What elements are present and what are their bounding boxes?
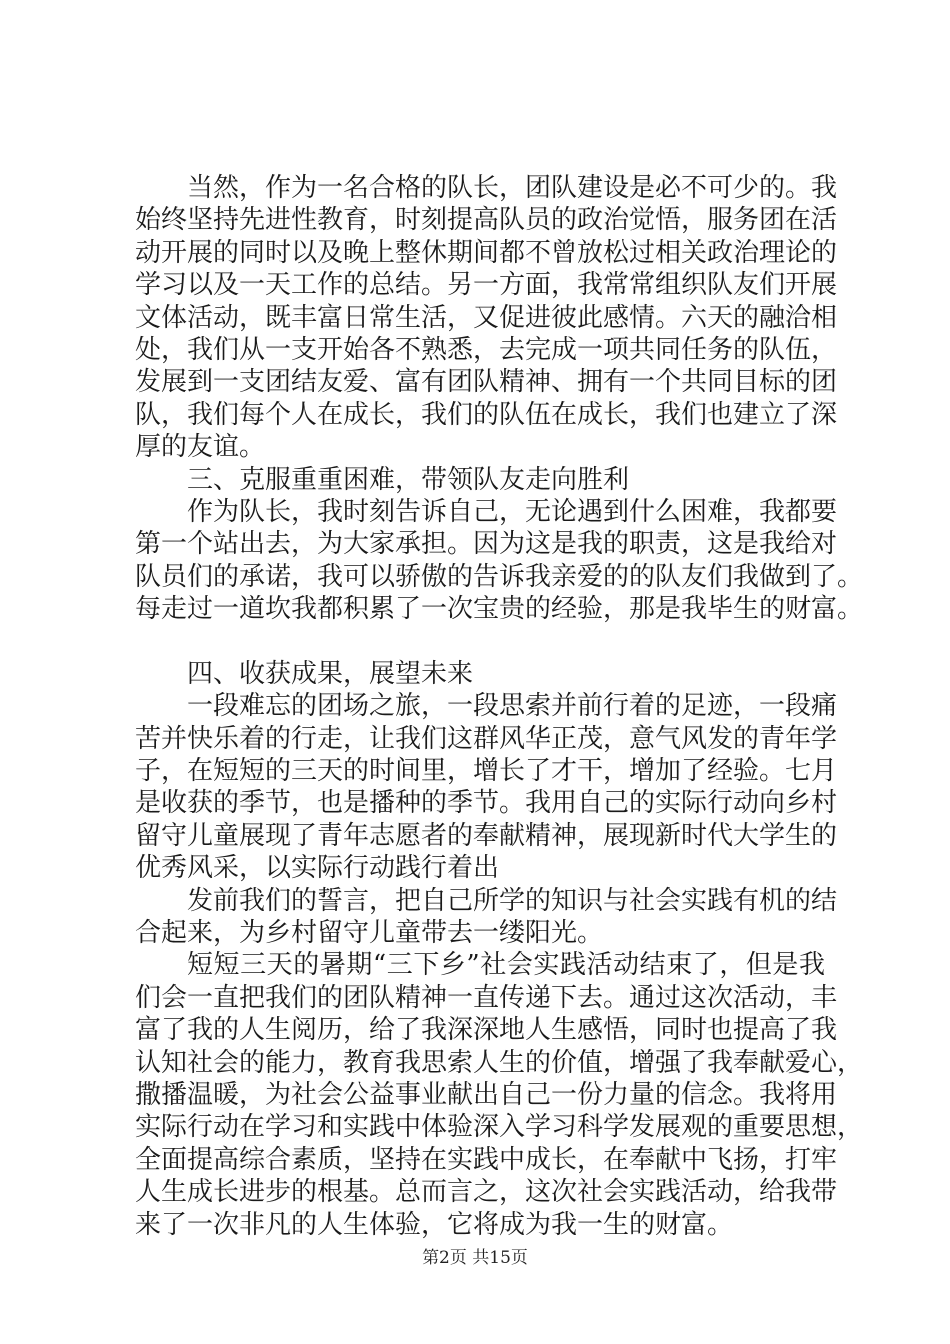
- paragraph-line: 厚的友谊。: [135, 432, 266, 463]
- section-heading: 四、收获成果，展望未来: [187, 658, 474, 689]
- paragraph-line: 队，我们每个人在成长，我们的队伍在成长，我们也建立了深: [135, 399, 838, 430]
- paragraph-line: 作为队长，我时刻告诉自己，无论遇到什么困难，我都要: [187, 496, 838, 527]
- paragraph-line: 短短三天的暑期“三下乡”社会实践活动结束了，但是我: [187, 950, 825, 981]
- page-number-footer: 第2页 共15页: [422, 1248, 528, 1268]
- paragraph-line: 处，我们从一支开始各不熟悉，去完成一项共同任务的队伍，: [135, 334, 838, 365]
- paragraph-line: 学习以及一天工作的总结。另一方面，我常常组织队友们开展: [135, 270, 838, 301]
- paragraph-line: 始终坚持先进性教育，时刻提高队员的政治觉悟，服务团在活: [135, 205, 838, 236]
- paragraph-line: 发展到一支团结友爱、富有团队精神、拥有一个共同目标的团: [135, 367, 838, 398]
- document-body: [135, 172, 864, 1241]
- paragraph-line: 队员们的承诺，我可以骄傲的告诉我亲爱的的队友们我做到了。: [135, 561, 864, 592]
- paragraph-line: 合起来，为乡村留守儿童带去一缕阳光。: [135, 917, 604, 948]
- paragraph-line: 当然，作为一名合格的队长，团队建设是必不可少的。我: [187, 173, 838, 203]
- paragraph-line: 们会一直把我们的团队精神一直传递下去。通过这次活动，丰: [135, 982, 838, 1013]
- paragraph-line: 留守儿童展现了青年志愿者的奉献精神，展现新时代大学生的: [135, 820, 838, 851]
- paragraph-line: 优秀风采，以实际行动践行着出: [135, 853, 500, 884]
- paragraph-line: 人生成长进步的根基。总而言之，这次社会实践活动，给我带: [135, 1177, 838, 1208]
- paragraph-line: 来了一次非凡的人生体验，它将成为我一生的财富。: [135, 1209, 734, 1240]
- paragraph-line: 子，在短短的三天的时间里，增长了才干，增加了经验。七月: [135, 756, 838, 787]
- paragraph-line: 每走过一道坎我都积累了一次宝贵的经验，那是我毕生的财富。: [135, 594, 864, 625]
- paragraph-line: 一段难忘的团场之旅，一段思索并前行着的足迹，一段痛: [187, 691, 838, 722]
- paragraph-line: 是收获的季节，也是播种的季节。我用自己的实际行动向乡村: [135, 788, 838, 819]
- paragraph-gap: [135, 625, 825, 657]
- paragraph-line: 第一个站出去，为大家承担。因为这是我的职责，这是我给对: [135, 529, 838, 560]
- paragraph-line: 富了我的人生阅历，给了我深深地人生感悟，同时也提高了我: [135, 1015, 838, 1046]
- paragraph-line: 文体活动，既丰富日常生活，又促进彼此感情。六天的融洽相: [135, 302, 838, 333]
- paragraph-line: 全面提高综合素质，坚持在实践中成长，在奉献中飞扬，打牢: [135, 1144, 838, 1175]
- paragraph-line: 发前我们的誓言，把自己所学的知识与社会实践有机的结: [187, 885, 838, 916]
- paragraph-line: 苦并快乐着的行走，让我们这群风华正茂，意气风发的青年学: [135, 723, 838, 754]
- paragraph-line: 认知社会的能力，教育我思索人生的价值，增强了我奉献爱心，: [135, 1047, 864, 1078]
- section-heading: 三、克服重重困难，带领队友走向胜利: [187, 464, 630, 495]
- paragraph-line: 动开展的同时以及晚上整休期间都不曾放松过相关政治理论的: [135, 237, 838, 268]
- paragraph-line: 实际行动在学习和实践中体验深入学习科学发展观的重要思想，: [135, 1112, 864, 1143]
- paragraph-line: 撒播温暖，为社会公益事业献出自己一份力量的信念。我将用: [135, 1079, 838, 1110]
